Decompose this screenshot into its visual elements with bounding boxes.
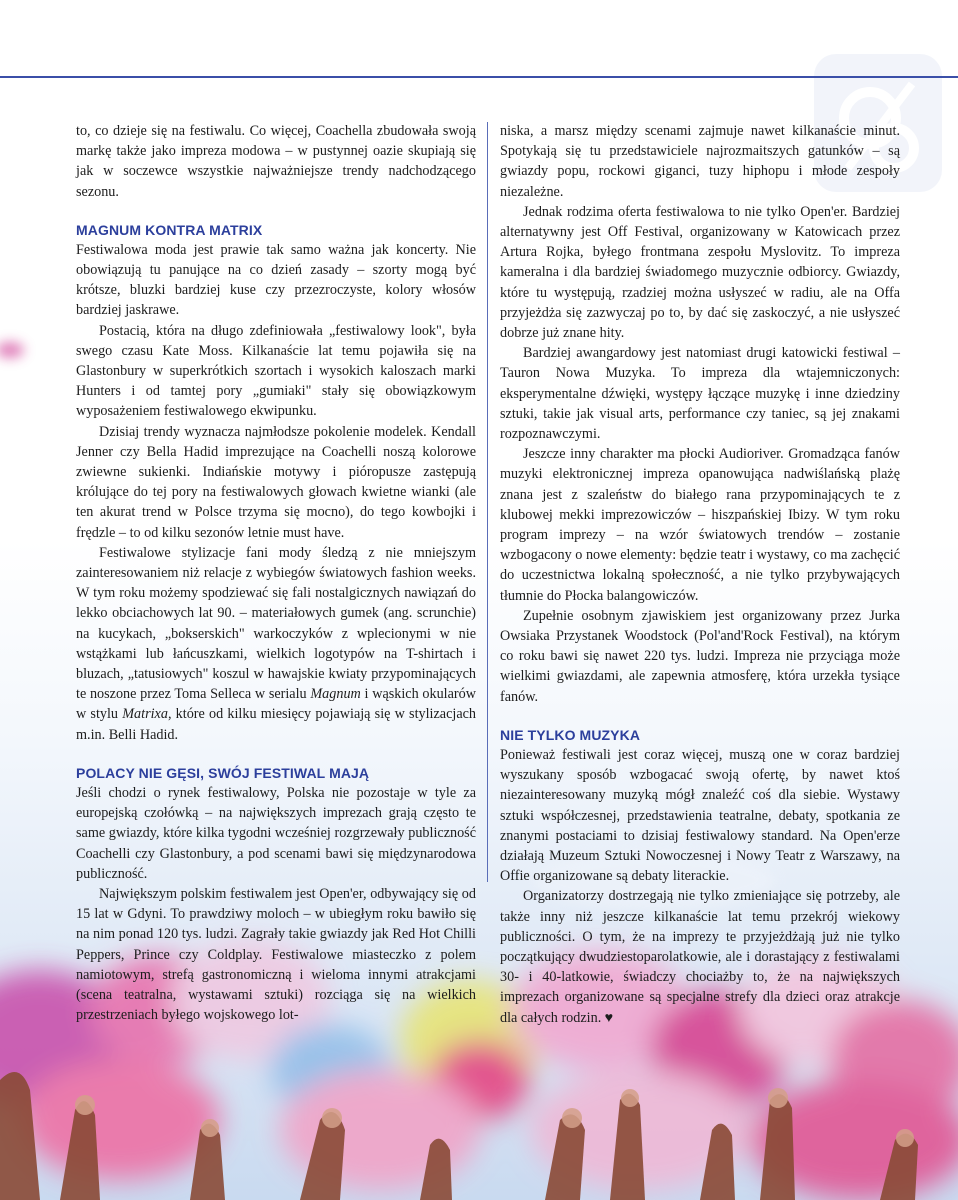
body-paragraph: Dzisiaj trendy wyznacza najmłodsze pokolenie modelek. Kendall Jenner czy Bella Hadid imprezujące na Coachelli noszą kolorowe zwiewne sukienki. Indiańskie motywy i pióropusze zastępują królujące do tej pory na festiwalowych głowach kwietne wianki (ale ten akurat trend w Polsce trzyma się mocno), do tego kowbojki i frędzle – to od kilku sezonów letnie must have. [76,423,476,541]
article-left-column [76,121,476,1025]
body-paragraph: Jednak rodzima oferta festiwalowa to nie tylko Open'er. Bardziej alternatywny jest Off Festival, organizowany w Katowicach przez Artura Rojka, byłego frontmana zespołu Myslovitz. To impreza kameralna i dla bardziej świadomego muzycznie odbiorcy. Gwiazdy, które tu występują, rzadziej można usłyszeć w radiu, ale na Offa przyjeżdża się zazwyczaj po to, by dać się zaskoczyć, a nie usłyszeć dobrze już znane hity. [500,203,900,342]
body-paragraph: Festiwalowa moda jest prawie tak samo ważna jak koncerty. Nie obowiązują tu panujące na co dzień zasady – szorty mogą być krótsze, bluzki bardziej kuse czy przezroczyste, kolory włosów bardziej jaskrawe. [76,241,476,319]
section-heading-nie-tylko-muzyka: NIE TYLKO MUZYKA [500,726,641,743]
italic-title-matrix: Matrixa [122,706,168,723]
body-paragraph [76,543,476,745]
text-span: , które od kilku miesięcy pojawiają się w stylizacjach m.in. Belli Hadid. [76,706,477,743]
body-paragraph: Jeśli chodzi o rynek festiwalowy, Polska nie pozostaje w tyle za europejską czołówką – na największych imprezach grają często te same gwiazdy, które kilka tygodni wcześniej rozgrzewały publiczność Coachelli czy Glastonbury, a pod scenami bawi się międzynarodowa publiczność. [76,784,476,882]
body-paragraph: Zupełnie osobnym zjawiskiem jest organizowany przez Jurka Owsiaka Przystanek Woodstock (Pol'and'Rock Festival), na którym co roku bawi się nawet 220 tys. ludzi. Impreza nie przyciąga może wielkimi gwiazdami, ale zapewnia atmosferę, która urzekła tysiące fanów. [500,607,900,705]
text-span: i wąskich okularów w stylu [76,686,476,723]
section-heading-magnum-kontra-matrix: MAGNUM KONTRA MATRIX [76,221,263,238]
body-paragraph: Największym polskim festiwalem jest Open'er, odbywający się od 15 lat w Gdyni. To prawdziwy moloch – w ubiegłym roku bawiło się na nim ponad 120 tys. ludzi. Zagrały takie gwiazdy jak Red Hot Chilli Peppers, Prince czy Coldplay. Festiwalowe miasteczko z polem namiotowym, strefą gastronomiczną i wieloma innymi atrakcjami (scena teatralna, wystawami sztuki) rozciąga się na wielkich przestrzeniach byłego wojskowego lot- [76,885,476,1024]
body-paragraph: Postacią, która na długo zdefiniowała „festiwalowy look", była swego czasu Kate Moss. Kilkanaście lat temu pojawiła się na Glastonbury w superkrótkich szortach i wysokich kaloszach marki Hunters i od tamtej pory „gumiaki" stały się obowiązkowym wyposażeniem festiwalowego ekwipunku. [76,322,476,420]
continued-paragraph: niska, a marsz między scenami zajmuje nawet kilkanaście minut. Spotykają się tu przedstawiciele najrozmaitszych gatunków – są gwiazdy popu, rockowi giganci, tuzy hiphopu i młode zespoły niezależne. [500,123,900,200]
column-divider [487,122,488,882]
section-heading-polacy-nie-gesi: POLACY NIE GĘSI, SWÓJ FESTIWAL MAJĄ [76,764,370,781]
header-rule [0,76,958,78]
italic-title-magnum: Magnum [310,686,361,703]
intro-paragraph: to, co dzieje się na festiwalu. Co więcej, Coachella zbudowała swoją markę także jako impreza modowa – w pustynnej oazie skupiają się jak w soczewce wszystkie najważniejsze trendy nadchodzącego sezonu. [76,123,476,200]
body-paragraph: Jeszcze inny charakter ma płocki Audioriver. Gromadząca fanów muzyki elektronicznej impreza opanowująca nadwiślańską plażę znana jest z szaleństw do białego rana przypominających te z klubowej mekki imprezowiczów – hiszpańskiej Ibizy. W tym roku program imprezy – na wzór światowych trendów – zostanie wzbogacony o nowe elementy: będzie teatr i wystawy, co ma zachęcić do uczestnictwa lokalną społeczność, a nie tylko przybywających tłumnie do Płocka balangowiczów. [500,446,900,604]
article-right-column [500,121,900,1028]
body-paragraph: Bardziej awangardowy jest natomiast drugi katowicki festiwal – Tauron Nowa Muzyka. To impreza dla wtajemniczonych: eksperymentalne dźwięki, występy łączące muzykę i inne dziedziny sztuki, takie jak visual arts, performance czy taniec, są jej znakami rozpoznawczymi. [500,345,900,443]
text-span: Festiwalowe stylizacje fani mody śledzą z nie mniejszym zainteresowaniem niż relacje z wybiegów światowych fashion weeks. W tym roku możemy spodziewać się fali nostalgicznych nawiązań do lekko obciachowych lat 90. – materiałowych gumek (ang. scrunchie) na kucykach, „bokserskich" warkoczyków z wplecionymi w nie wstążkami lub łańcuszkami, wielkich logotypów na T-shirtach i bluzach, „tatusiowych" koszul w hawajskie kwiaty przypominających te noszone przez Toma Selleca w serialu [76,544,476,703]
body-paragraph: Ponieważ festiwali jest coraz więcej, muszą one w coraz bardziej wyszukany sposób wzbogacać swoją ofertę, by nawet ktoś niezainteresowany muzyką mógł znaleźć coś dla siebie. Wystawy sztuki współczesnej, przedstawienia teatralne, debaty, spotkania ze znanymi postaciami to dzisiaj festiwalowy standard. Na Open'erze działają Muzeum Sztuki Nowoczesnej i Nowy Teatr z Warszawy, na Offie organizowane są debaty literackie. [500,746,900,885]
body-paragraph: Organizatorzy dostrzegają nie tylko zmieniające się potrzeby, ale także inny niż jeszcze kilkanaście lat temu przekrój wiekowy publiczności. O tym, że na imprezy te przyjeżdżają już nie tylko początkujący dwudziestoparolatkowie, ale i dorastający z festiwalami 30- i 40-latkowie, świadczy chociażby to, że na największych imprezach organizowane są specjalne strefy dla dzieci oraz atrakcje dla całych rodzin. ♥ [500,888,900,1026]
